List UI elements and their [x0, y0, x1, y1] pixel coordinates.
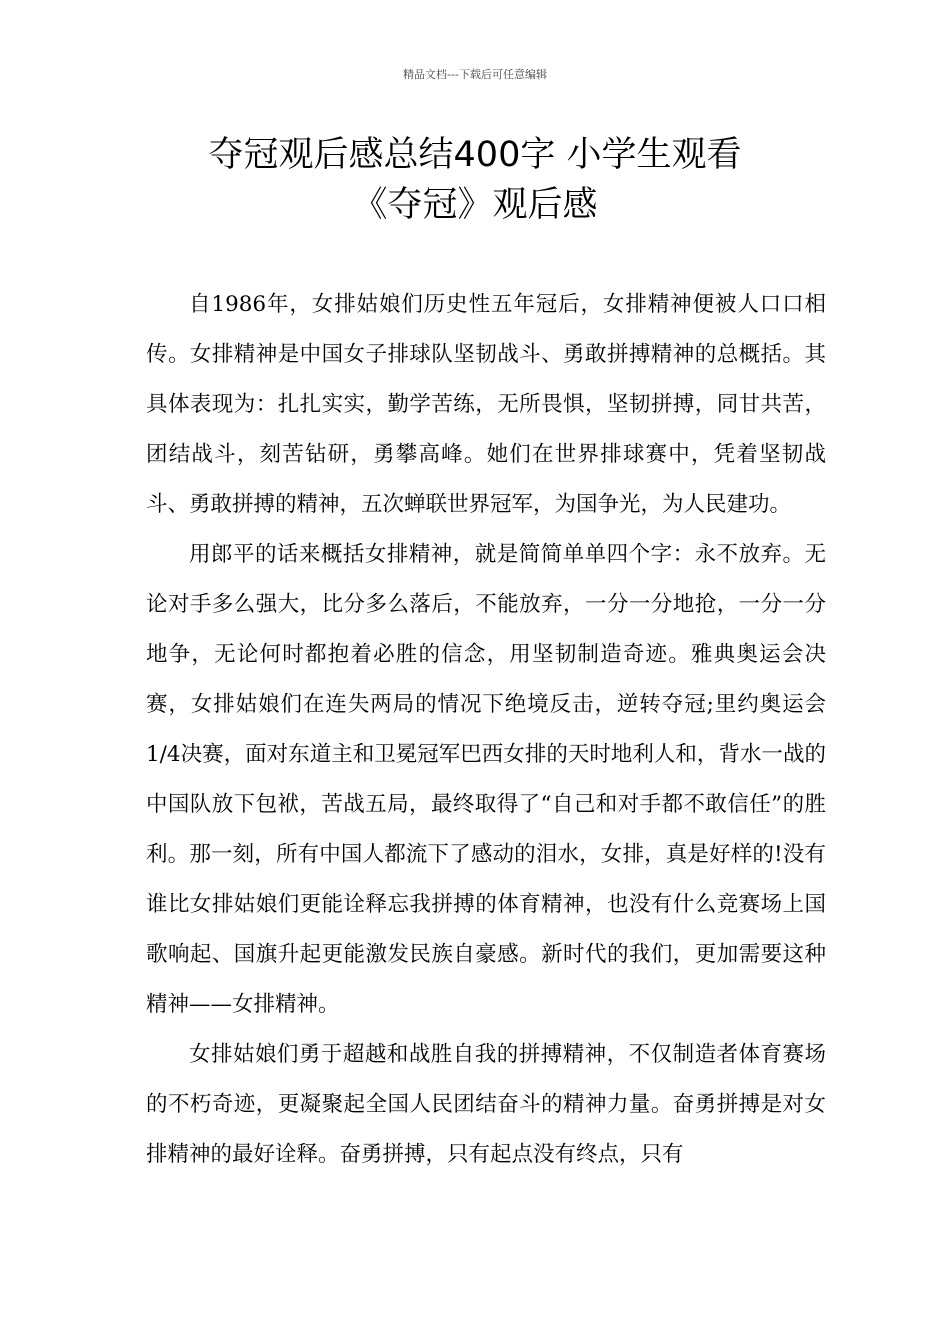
paragraph-1: 自1986年，女排姑娘们历史性五年冠后，女排精神便被人口口相传。女排精神是中国女子排球队坚韧战斗、勇敢拼搏精神的总概括。其具体表现为：扎扎实实，勤学苦练，无所畏惧，坚韧拼搏，同甘共苦，团结战斗，刻苦钻研，勇攀高峰。她们在世界排球赛中，凭着坚韧战斗、勇敢拼搏的精神，五次蝉联世界冠军，为国争光，为人民建功。	[146, 292, 826, 517]
document-title	[100, 130, 850, 230]
paragraph-3: 女排姑娘们勇于超越和战胜自我的拼搏精神，不仅制造者体育赛场的不朽奇迹，更凝聚起全国人民团结奋斗的精神力量。奋勇拼搏是对女排精神的最好诠释。奋勇拼搏，只有起点没有终点，只有	[146, 1042, 826, 1167]
title-line-2: 《夺冠》观后感	[352, 185, 598, 225]
document-body	[146, 280, 826, 1180]
header-note: 精品文档---下载后可任意编辑	[403, 68, 547, 81]
title-line-1: 夺冠观后感总结400字 小学生观看	[208, 135, 742, 175]
paragraph-2: 用郎平的话来概括女排精神，就是简简单单四个字：永不放弃。无论对手多么强大，比分多么落后，不能放弃，一分一分地抢，一分一分地争，无论何时都抱着必胜的信念，用坚韧制造奇迹。雅典奥运会决赛，女排姑娘们在连失两局的情况下绝境反击，逆转夺冠;里约奥运会1/4决赛，面对东道主和卫冕冠军巴西女排的天时地利人和，背水一战的中国队放下包袱，苦战五局，最终取得了“自己和对手都不敢信任”的胜利。那一刻，所有中国人都流下了感动的泪水，女排，真是好样的!没有谁比女排姑娘们更能诠释忘我拼搏的体育精神，也没有什么竞赛场上国歌响起、国旗升起更能激发民族自豪感。新时代的我们，更加需要这种精神——女排精神。	[146, 542, 826, 1017]
